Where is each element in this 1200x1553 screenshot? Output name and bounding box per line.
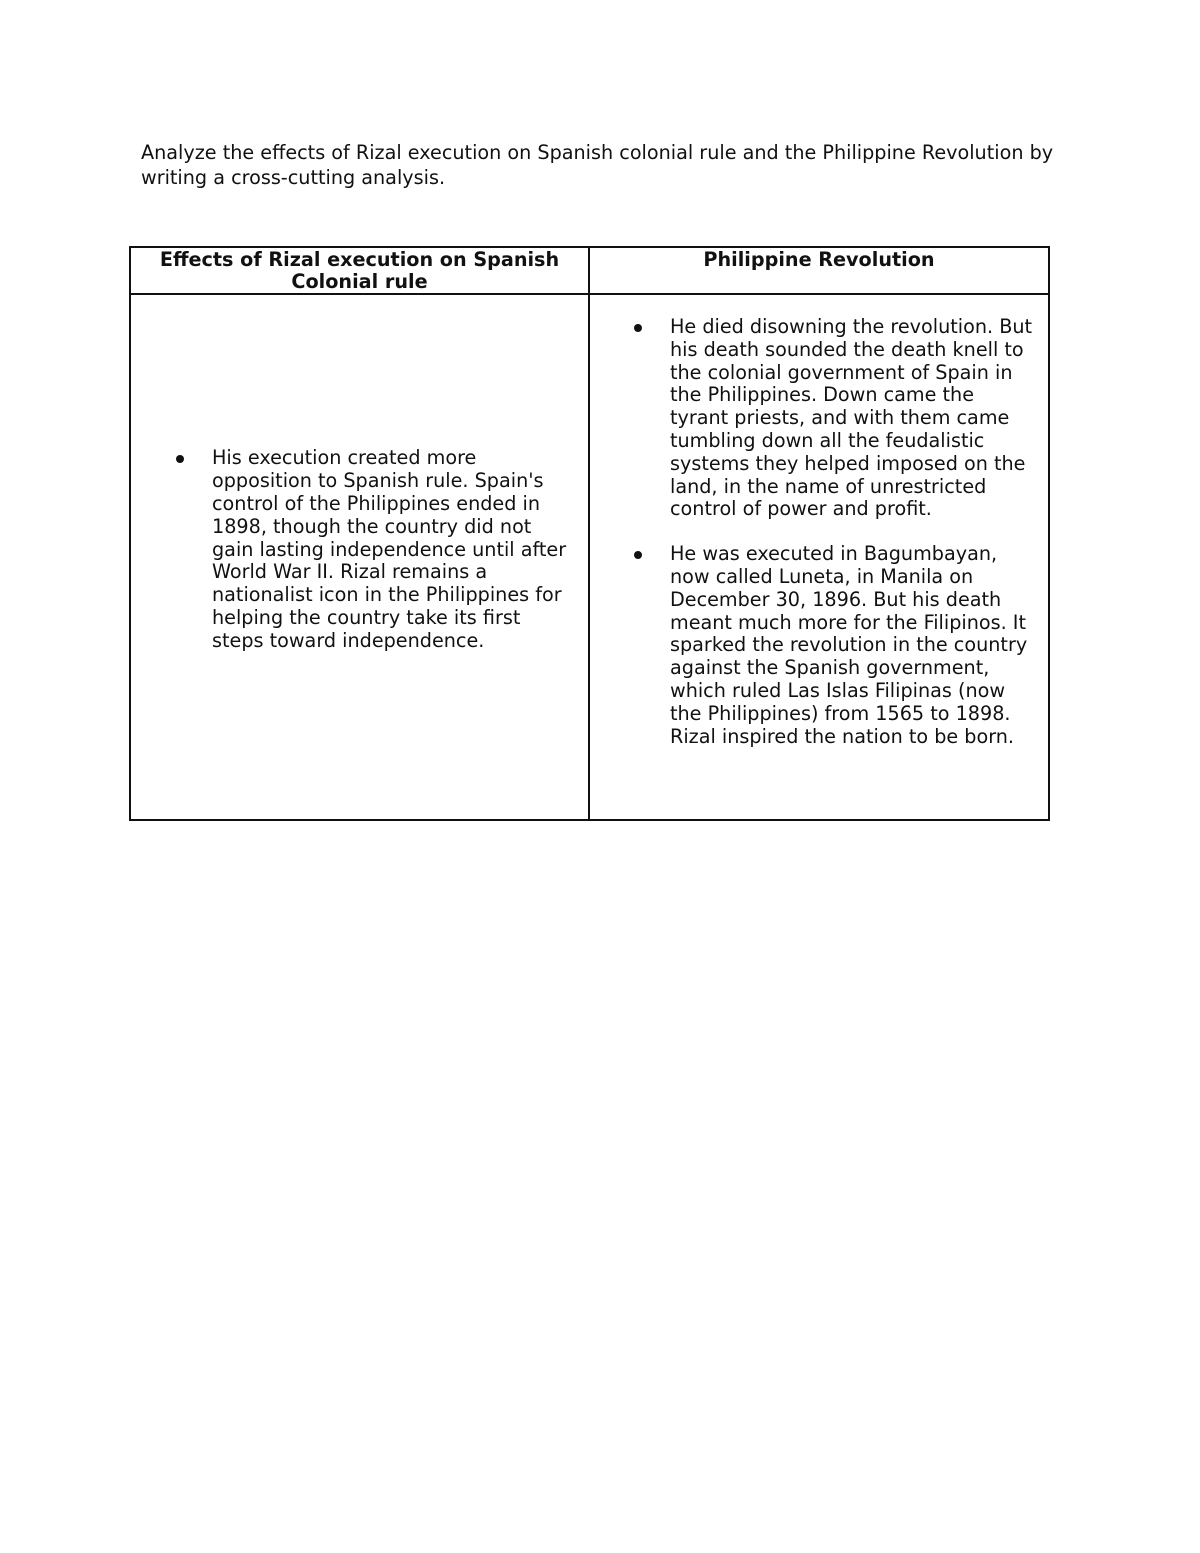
bullet-icon	[634, 551, 642, 559]
bullet-icon	[634, 324, 642, 332]
bullet-text: He died disowning the revolution. But his death sounded the death knell to the colonial government of Spain in the Philippines. Down came the tyrant priests, and with them came tumbling down all the feudalistic systems they helped imposed on the land, in the name of unrestricted control of power and profit.	[670, 315, 1033, 521]
bullet-icon	[176, 455, 184, 463]
table-header-row	[130, 247, 1049, 294]
analysis-table	[129, 246, 1050, 821]
header-philippine-revolution: Philippine Revolution	[589, 247, 1049, 294]
list-item	[670, 316, 1038, 521]
list-item	[670, 543, 1038, 748]
bullet-text: His execution created more opposition to Spanish rule. Spain's control of the Philippines ended in 1898, though the country did not gain lasting independence until after World War II. Rizal remains a nationalist icon in the Philippines for helping the country take its first steps toward independence.	[212, 446, 567, 652]
assignment-prompt: Analyze the effects of Rizal execution on Spanish colonial rule and the Philippine Revolution by writing a cross-cutting analysis.	[141, 141, 1054, 189]
bullet-list-left	[131, 447, 588, 652]
header-effects-spanish-rule: Effects of Rizal execution on Spanish Colonial rule	[130, 247, 589, 294]
bullet-list-right	[590, 295, 1048, 748]
table-row	[130, 294, 1049, 820]
list-item	[212, 447, 576, 652]
bullet-text: He was executed in Bagumbayan, now called Luneta, in Manila on December 30, 1896. But his death meant much more for the Filipinos. It sparked the revolution in the country against the Spanish government, which ruled Las Islas Filipinas (now the Philippines) from 1565 to 1898. Rizal inspired the nation to be born.	[670, 542, 1028, 748]
cell-philippine-revolution	[589, 294, 1049, 820]
cell-effects-spanish-rule	[130, 294, 589, 820]
